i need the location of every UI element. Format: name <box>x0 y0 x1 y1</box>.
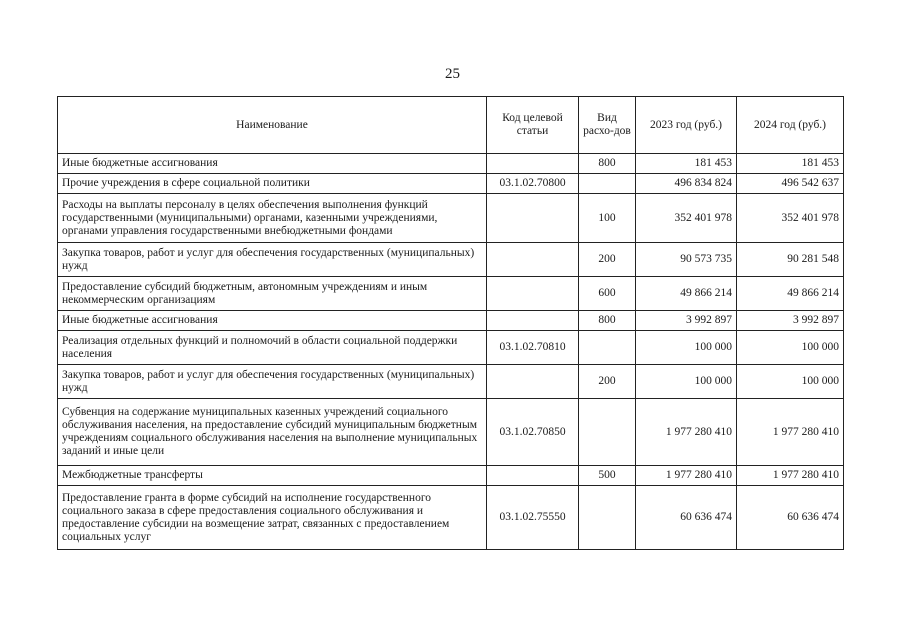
header-name: Наименование <box>58 97 487 154</box>
row-name-cell: Межбюджетные трансферты <box>58 466 487 486</box>
table-row <box>58 311 844 331</box>
row-type-cell: 800 <box>579 154 636 174</box>
row-2023-cell: 60 636 474 <box>636 486 737 550</box>
table-row <box>58 466 844 486</box>
row-code-cell <box>487 365 579 399</box>
budget-table <box>57 96 844 550</box>
row-type-cell: 600 <box>579 277 636 311</box>
row-type-cell: 200 <box>579 365 636 399</box>
table-row <box>58 194 844 243</box>
row-2023-cell: 100 000 <box>636 365 737 399</box>
row-type-cell: 800 <box>579 311 636 331</box>
row-2024-cell: 60 636 474 <box>737 486 844 550</box>
row-code-cell: 03.1.02.75550 <box>487 486 579 550</box>
table-row <box>58 486 844 550</box>
row-2024-cell: 1 977 280 410 <box>737 466 844 486</box>
row-name-cell: Субвенция на содержание муниципальных казенных учреждений социального обслуживания населения, на предоставление субсидий муниципальным бюджетным учреждениям социального обслуживания населения на выполнение муниципальных заданий и иные цели <box>58 399 487 466</box>
table-row <box>58 331 844 365</box>
row-type-cell <box>579 399 636 466</box>
row-type-cell <box>579 331 636 365</box>
table-row <box>58 154 844 174</box>
row-type-cell: 100 <box>579 194 636 243</box>
header-code: Код целевой статьи <box>487 97 579 154</box>
row-name-cell: Прочие учреждения в сфере социальной политики <box>58 174 487 194</box>
table-row <box>58 277 844 311</box>
row-type-cell: 200 <box>579 243 636 277</box>
row-name-cell: Предоставление гранта в форме субсидий на исполнение государственного социального заказа в сфере предоставления социального обслуживания и предоставление субсидии на возмещение затрат, связанных с предоставлением социальных услуг <box>58 486 487 550</box>
row-2024-cell: 352 401 978 <box>737 194 844 243</box>
table-row <box>58 399 844 466</box>
header-type: Вид расхо-дов <box>579 97 636 154</box>
table-header-row <box>58 97 844 154</box>
row-name-cell: Иные бюджетные ассигнования <box>58 311 487 331</box>
row-2024-cell: 100 000 <box>737 365 844 399</box>
table-row <box>58 243 844 277</box>
row-2024-cell: 100 000 <box>737 331 844 365</box>
row-name-cell: Закупка товаров, работ и услуг для обеспечения государственных (муниципальных) нужд <box>58 365 487 399</box>
row-code-cell <box>487 311 579 331</box>
row-code-cell <box>487 243 579 277</box>
row-2023-cell: 352 401 978 <box>636 194 737 243</box>
row-name-cell: Реализация отдельных функций и полномочий в области социальной поддержки населения <box>58 331 487 365</box>
row-code-cell: 03.1.02.70810 <box>487 331 579 365</box>
row-type-cell <box>579 486 636 550</box>
row-code-cell <box>487 194 579 243</box>
row-2023-cell: 100 000 <box>636 331 737 365</box>
table-row <box>58 365 844 399</box>
row-2023-cell: 1 977 280 410 <box>636 399 737 466</box>
row-2024-cell: 3 992 897 <box>737 311 844 331</box>
row-2023-cell: 90 573 735 <box>636 243 737 277</box>
row-2024-cell: 49 866 214 <box>737 277 844 311</box>
row-code-cell: 03.1.02.70850 <box>487 399 579 466</box>
row-code-cell <box>487 154 579 174</box>
row-2023-cell: 181 453 <box>636 154 737 174</box>
row-name-cell: Расходы на выплаты персоналу в целях обеспечения выполнения функций государственными (муниципальными) органами, казенными учреждениями, органами управления государственными внебюджетными фондами <box>58 194 487 243</box>
page-number: 25 <box>445 66 460 82</box>
table-row <box>58 174 844 194</box>
row-type-cell <box>579 174 636 194</box>
row-code-cell <box>487 277 579 311</box>
row-2024-cell: 181 453 <box>737 154 844 174</box>
row-2023-cell: 3 992 897 <box>636 311 737 331</box>
row-2024-cell: 90 281 548 <box>737 243 844 277</box>
header-2023: 2023 год (руб.) <box>636 97 737 154</box>
row-2023-cell: 1 977 280 410 <box>636 466 737 486</box>
row-code-cell: 03.1.02.70800 <box>487 174 579 194</box>
row-2024-cell: 496 542 637 <box>737 174 844 194</box>
row-code-cell <box>487 466 579 486</box>
row-name-cell: Предоставление субсидий бюджетным, автономным учреждениям и иным некоммерческим организациям <box>58 277 487 311</box>
row-2024-cell: 1 977 280 410 <box>737 399 844 466</box>
row-type-cell: 500 <box>579 466 636 486</box>
row-2023-cell: 49 866 214 <box>636 277 737 311</box>
row-name-cell: Закупка товаров, работ и услуг для обеспечения государственных (муниципальных) нужд <box>58 243 487 277</box>
header-2024: 2024 год (руб.) <box>737 97 844 154</box>
row-name-cell: Иные бюджетные ассигнования <box>58 154 487 174</box>
row-2023-cell: 496 834 824 <box>636 174 737 194</box>
